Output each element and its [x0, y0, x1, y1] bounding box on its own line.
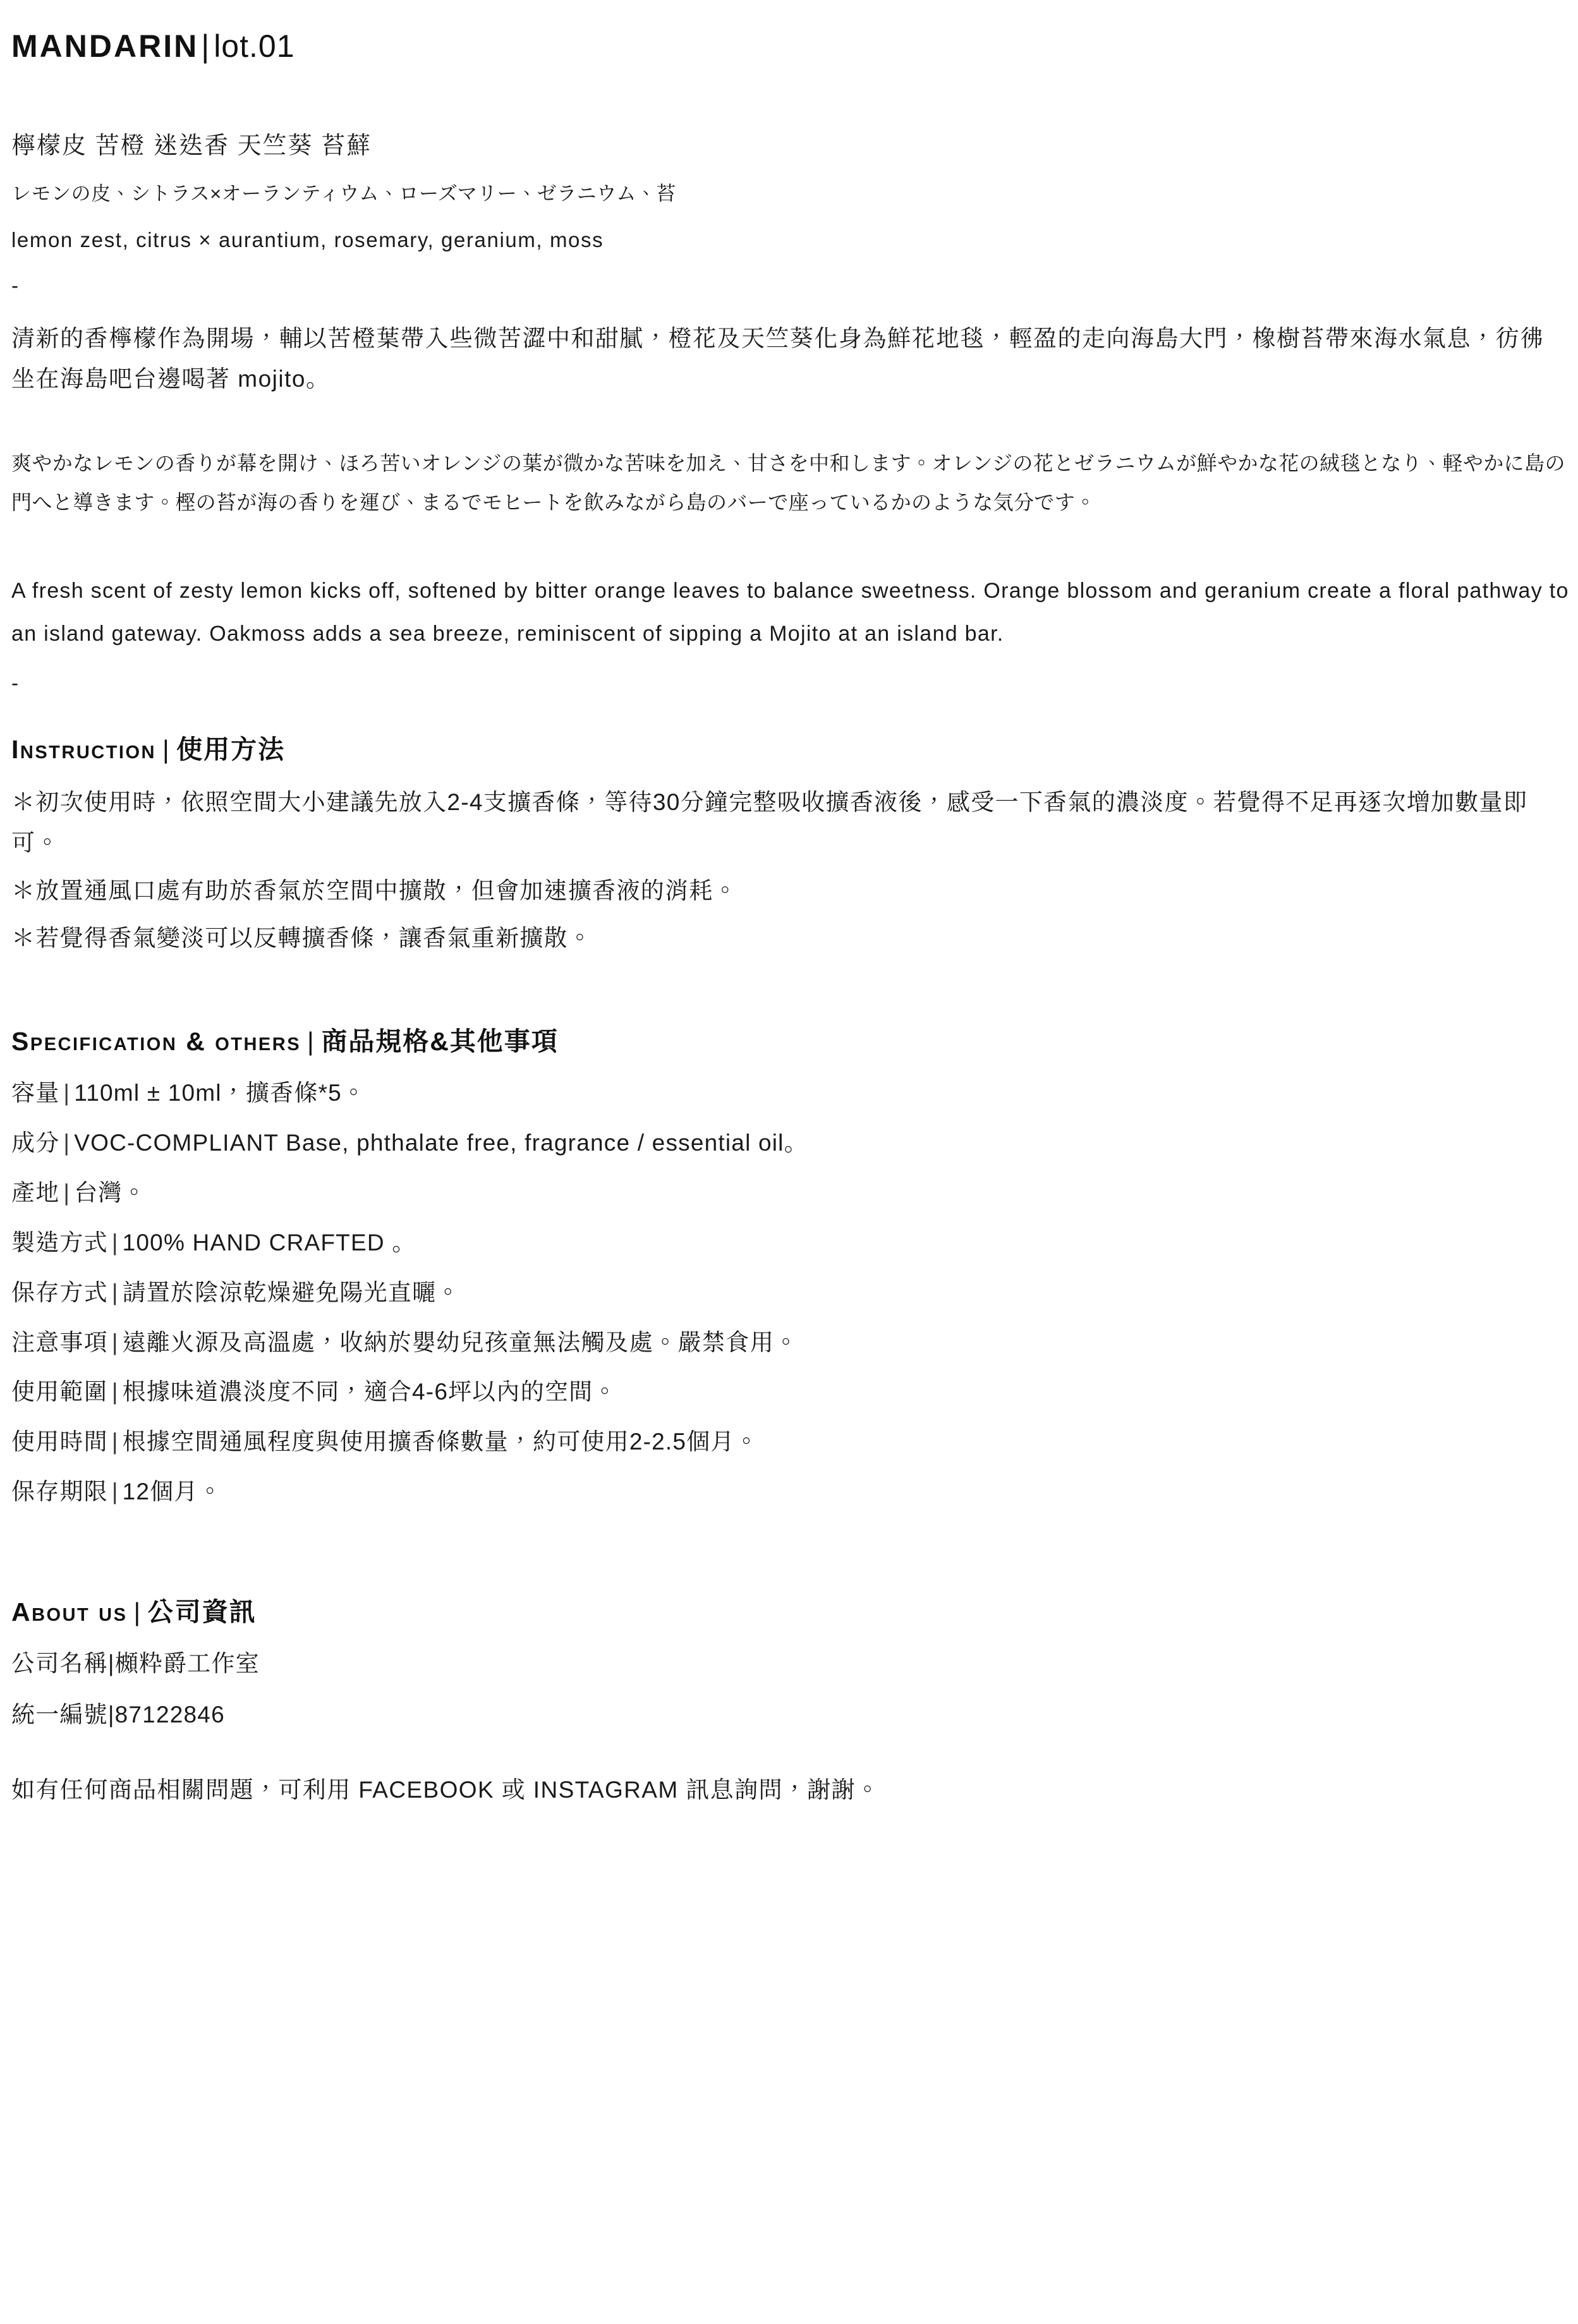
instruction-item: ＊初次使用時，依照空間大小建議先放入2-4支擴香條，等待30分鐘完整吸收擴香液後，感受一下香氣的濃淡度。若覺得不足再逐次增加數量即可。	[11, 789, 1528, 856]
spec-row	[11, 1224, 1578, 1262]
spec-value: VOC-COMPLIANT Base, phthalate free, fragrance / essential oil。	[74, 1129, 808, 1156]
instruction-heading-en: Instruction	[11, 735, 156, 765]
specification-heading	[11, 1020, 1578, 1058]
instruction-heading-bar: |	[162, 735, 171, 765]
about-us-section	[11, 1591, 1578, 1810]
notes-divider-dash: -	[11, 273, 19, 297]
instruction-heading-zh: 使用方法	[176, 735, 286, 765]
about-label: 統一編號	[11, 1702, 108, 1728]
notes-ja: レモンの皮、シトラス×オーランティウム、ローズマリー、ゼラニウム、苔	[11, 182, 676, 205]
specification-heading-en: Specification & others	[11, 1026, 301, 1056]
about-value: 87122846	[114, 1702, 225, 1728]
spec-value: 請置於陰涼乾燥避免陽光直曬。	[122, 1279, 461, 1305]
spec-label: 成分	[11, 1129, 60, 1156]
spec-divider: |	[111, 1329, 119, 1355]
description-en: A fresh scent of zesty lemon kicks off, softened by bitter orange leaves to balance sweetness. Orange blossom and geranium create a floral pathway to an island gateway. Oakmoss adds a sea breeze, reminiscent of sipping a Mojito at an island bar.	[11, 578, 1569, 646]
spec-value: 根據味道濃淡度不同，適合4-6坪以內的空間。	[122, 1379, 617, 1405]
spec-label: 注意事項	[11, 1329, 108, 1355]
about-divider: |	[107, 1650, 115, 1677]
spacer	[11, 966, 1578, 991]
spec-divider: |	[111, 1379, 119, 1405]
fragrance-description	[11, 318, 1578, 699]
contact-note: 如有任何商品相關問題，可利用 FACEBOOK 或 INSTAGRAM 訊息詢問，謝謝。	[11, 1777, 880, 1803]
spec-divider: |	[111, 1429, 119, 1455]
spec-value: 12個月。	[122, 1479, 222, 1505]
spec-row	[11, 1124, 1578, 1162]
about-us-heading-en: About us	[11, 1597, 128, 1627]
title-separator: |	[201, 28, 212, 64]
about-us-heading	[11, 1591, 1578, 1628]
about-value: 櫇粋爵工作室	[114, 1650, 260, 1677]
instruction-item: ＊放置通風口處有助於香氣於空間中擴散，但會加速擴香液的消耗。	[11, 877, 737, 904]
spec-divider: |	[111, 1229, 119, 1256]
spec-value: 根據空間通風程度與使用擴香條數量，約可使用2-2.5個月。	[122, 1429, 759, 1455]
spec-divider: |	[111, 1279, 119, 1305]
notes-zh: 檸檬皮 苦橙 迷迭香 天竺葵 苔蘚	[11, 133, 372, 159]
instruction-item: ＊若覺得香氣變淡可以反轉擴香條，讓香氣重新擴散。	[11, 925, 593, 952]
description-ja: 爽やかなレモンの香りが幕を開け、ほろ苦いオレンジの葉が微かな苦味を加え、甘さを中和します。オレンジの花とゼラニウムが鮮やかな花の絨毯となり、軽やかに島の門へと導きます。樫の苔が海の香りを運び、まるでモヒートを飲みながら島のバーで座っているかのような気分です。	[11, 451, 1565, 514]
page-title	[11, 28, 1578, 64]
spec-row	[11, 1473, 1578, 1511]
spec-label: 使用時間	[11, 1429, 108, 1455]
description-zh: 清新的香檸檬作為開場，輔以苦橙葉帶入些微苦澀中和甜膩，橙花及天竺葵化身為鮮花地毯，輕盈的走向海島大門，橡樹苔帶來海水氣息，彷彿坐在海島吧台邊喝著 mojito。	[11, 325, 1545, 392]
spec-value: 110ml ± 10ml，擴香條*5。	[74, 1079, 367, 1106]
description-divider-dash: -	[11, 670, 19, 694]
product-name: MANDARIN	[11, 28, 199, 64]
spec-divider: |	[111, 1479, 119, 1505]
spec-divider: |	[63, 1079, 71, 1106]
instruction-section	[11, 729, 1578, 959]
about-us-heading-zh: 公司資訊	[147, 1597, 257, 1627]
spacer	[11, 1523, 1578, 1562]
spec-divider: |	[63, 1179, 71, 1206]
spec-label: 容量	[11, 1079, 60, 1106]
product-lot: lot.01	[214, 28, 295, 64]
specification-section	[11, 1020, 1578, 1511]
about-us-heading-bar: |	[133, 1597, 142, 1627]
about-row	[11, 1645, 1578, 1683]
spec-row	[11, 1423, 1578, 1461]
about-divider: |	[107, 1702, 115, 1728]
spec-row	[11, 1324, 1578, 1362]
instruction-heading	[11, 729, 1578, 766]
spec-label: 保存期限	[11, 1479, 108, 1505]
spec-row	[11, 1373, 1578, 1411]
about-label: 公司名稱	[11, 1650, 108, 1677]
notes-en: lemon zest, citrus × aurantium, rosemary, geranium, moss	[11, 228, 604, 252]
spec-label: 保存方式	[11, 1279, 108, 1305]
specification-heading-zh: 商品規格&其他事項	[321, 1026, 559, 1056]
specification-heading-bar: |	[307, 1026, 315, 1056]
fragrance-notes	[11, 125, 1578, 302]
spec-value: 100% HAND CRAFTED 。	[122, 1229, 416, 1256]
spec-label: 製造方式	[11, 1229, 108, 1256]
spec-divider: |	[63, 1129, 71, 1156]
spec-row	[11, 1174, 1578, 1212]
about-row	[11, 1696, 1578, 1734]
spec-value: 遠離火源及高溫處，收納於嬰幼兒孩童無法觸及處。嚴禁食用。	[122, 1329, 799, 1355]
spec-row	[11, 1274, 1578, 1312]
spec-value: 台灣。	[74, 1179, 147, 1206]
spec-row	[11, 1074, 1578, 1112]
spec-label: 產地	[11, 1179, 60, 1206]
spec-label: 使用範圍	[11, 1379, 108, 1405]
